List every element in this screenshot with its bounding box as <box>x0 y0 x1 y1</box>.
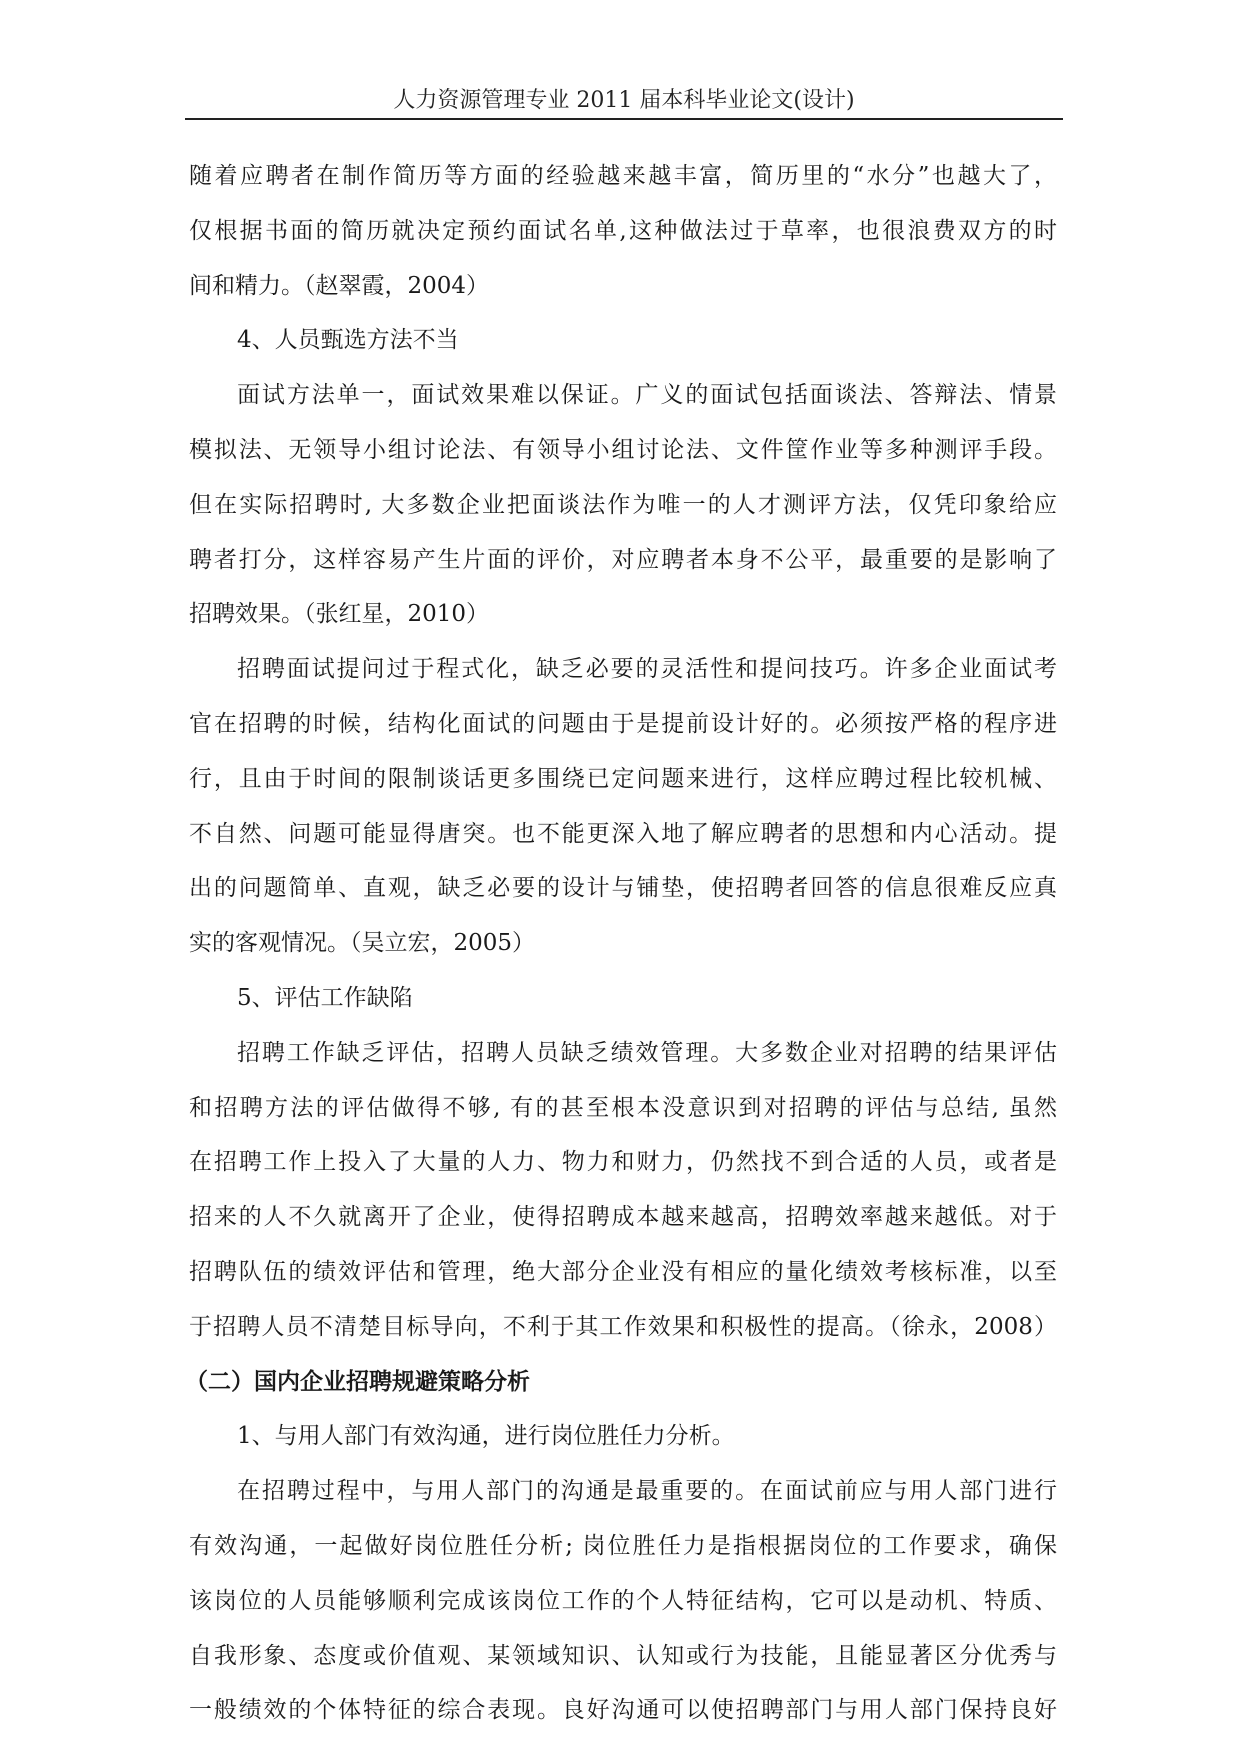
text-line: 行，且由于时间的限制谈话更多围绕已定问题来进行，这样应聘过程比较机械、 <box>189 765 1057 792</box>
text-line: 于招聘人员不清楚目标导向，不利于其工作效果和积极性的提高。（徐永，2008） <box>189 1313 1057 1340</box>
text-line: 招来的人不久就离开了企业，使得招聘成本越来越高，招聘效率越来越低。对于 <box>189 1204 1057 1231</box>
text-line: 面试方法单一，面试效果难以保证。广义的面试包括面谈法、答辩法、情景 <box>237 382 1057 409</box>
text-line: 在招聘工作上投入了大量的人力、物力和财力，仍然找不到合适的人员，或者是 <box>189 1149 1057 1176</box>
text-line: 招聘队伍的绩效评估和管理，绝大部分企业没有相应的量化绩效考核标准，以至 <box>189 1258 1057 1285</box>
text-line: 官在招聘的时候，结构化面试的问题由于是提前设计好的。必须按严格的程序进 <box>189 710 1057 737</box>
text-line: 仅根据书面的简历就决定预约面试名单,这种做法过于草率，也很浪费双方的时 <box>189 217 1057 244</box>
text-line: 模拟法、无领导小组讨论法、有领导小组讨论法、文件筐作业等多种测评手段。 <box>189 436 1057 463</box>
text-line: 招聘面试提问过于程式化，缺乏必要的灵活性和提问技巧。许多企业面试考 <box>237 656 1057 683</box>
text-line: 该岗位的人员能够顺利完成该岗位工作的个人特征结构，它可以是动机、特质、 <box>189 1587 1057 1614</box>
text-line: 和招聘方法的评估做得不够, 有的甚至根本没意识到对招聘的评估与总结, 虽然 <box>189 1094 1057 1121</box>
text-line: 不自然、问题可能显得唐突。也不能更深入地了解应聘者的思想和内心活动。提 <box>189 820 1057 847</box>
section-heading: （二）国内企业招聘规避策略分析 <box>185 1368 530 1395</box>
text-line: 一般绩效的个体特征的综合表现。良好沟通可以使招聘部门与用人部门保持良好 <box>189 1697 1057 1724</box>
text-line: 实的客观情况。（吴立宏，2005） <box>189 930 536 957</box>
text-line: 自我形象、态度或价值观、某领域知识、认知或行为技能，且能显著区分优秀与 <box>189 1642 1057 1669</box>
header-divider <box>185 118 1063 120</box>
text-line: 随着应聘者在制作简历等方面的经验越来越丰富，简历里的“水分”也越大了， <box>189 163 1057 189</box>
text-line: 招聘效果。（张红星，2010） <box>189 601 490 628</box>
text-line: 招聘工作缺乏评估，招聘人员缺乏绩效管理。大多数企业对招聘的结果评估 <box>237 1039 1057 1066</box>
text-line: 出的问题简单、直观，缺乏必要的设计与铺垫，使招聘者回答的信息很难反应真 <box>189 875 1057 902</box>
text-line: 有效沟通，一起做好岗位胜任分析; 岗位胜任力是指根据岗位的工作要求，确保 <box>189 1532 1057 1559</box>
page-header: 人力资源管理专业 2011 届本科毕业论文(设计) <box>393 88 855 113</box>
text-line: 5、评估工作缺陷 <box>237 984 413 1011</box>
text-line: 1、与用人部门有效沟通，进行岗位胜任力分析。 <box>237 1423 735 1450</box>
text-line: 在招聘过程中，与用人部门的沟通是最重要的。在面试前应与用人部门进行 <box>237 1478 1057 1505</box>
document-body <box>185 152 1057 1741</box>
text-line: 间和精力。（赵翠霞，2004） <box>189 272 490 299</box>
text-line: 聘者打分，这样容易产生片面的评价，对应聘者本身不公平，最重要的是影响了 <box>189 546 1057 573</box>
text-line: 但在实际招聘时, 大多数企业把面谈法作为唯一的人才测评方法，仅凭印象给应 <box>189 491 1057 518</box>
text-line: 4、人员甄选方法不当 <box>237 327 459 354</box>
